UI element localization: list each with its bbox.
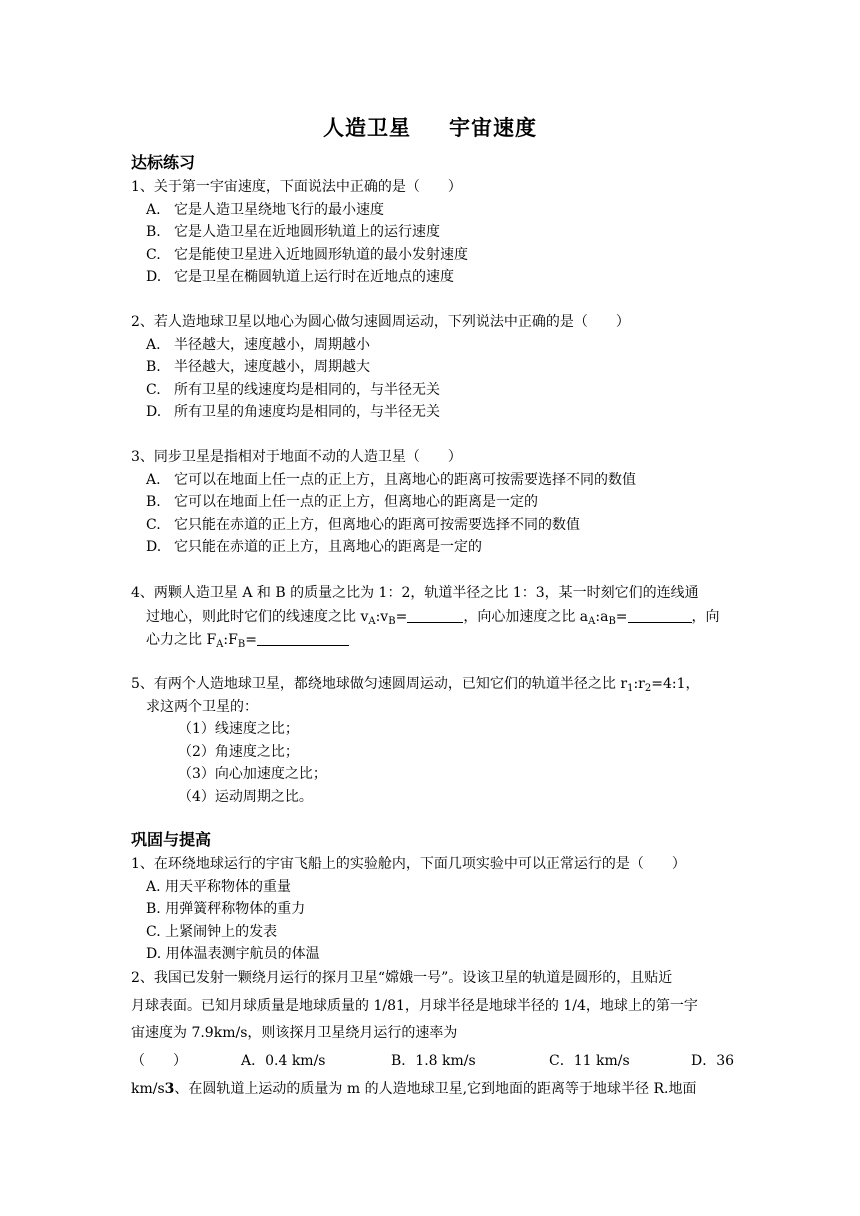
answer-blank-acceleration[interactable] bbox=[628, 608, 692, 623]
q1-option-a: A. 它是人造卫星绕地飞行的最小速度 bbox=[146, 202, 384, 218]
q3-option-d: D. 它只能在赤道的正上方，且离地心的距离是一定的 bbox=[146, 539, 482, 555]
p2-paren: （ ） bbox=[131, 1053, 187, 1069]
q1-option-b: B. 它是人造卫星在近地圆形轨道上的运行速度 bbox=[146, 224, 440, 240]
q1-option-d: D. 它是卫星在椭圆轨道上运行时在近地点的速度 bbox=[146, 269, 454, 285]
p1-option-a: A. 用天平称物体的重量 bbox=[146, 879, 292, 895]
p2-line-2: 月球表面。已知月球质量是地球质量的 1/81，月球半径是地球半径的 1/4，地球上的第一宇 bbox=[131, 998, 698, 1014]
p1-option-d: D. 用体温表测宇航员的体温 bbox=[146, 946, 320, 962]
p2-choice-d: D．36 bbox=[691, 1053, 735, 1069]
answer-blank-force[interactable] bbox=[257, 631, 349, 646]
p2-line-1: 2、我国已发射一颗绕月运行的探月卫星“嫦娥一号”。设该卫星的轨道是圆形的，且贴近 bbox=[131, 970, 673, 986]
p2-line-3: 宙速度为 7.9km/s，则该探月卫星绕月运行的速率为 bbox=[131, 1025, 458, 1041]
q5-item-3: （3）向心加速度之比； bbox=[178, 766, 327, 782]
p1-option-c: C. 上紧闹钟上的发表 bbox=[146, 924, 278, 940]
q5-item-2: （2）角速度之比； bbox=[178, 744, 299, 760]
answer-blank-velocity[interactable] bbox=[407, 608, 463, 623]
q5-item-1: （1）线速度之比； bbox=[178, 721, 299, 737]
p2-line-5: km/s3、在圆轨道上运动的质量为 m 的人造地球卫星,它到地面的距离等于地球半径 R.地面 bbox=[131, 1081, 697, 1097]
title-part-1: 人造卫星 bbox=[323, 116, 411, 140]
page-title bbox=[0, 112, 860, 142]
q2-stem: 2、若人造地球卫星以地心为圆心做匀速圆周运动，下列说法中正确的是（ ） bbox=[131, 314, 630, 330]
p1-option-b: B. 用弹簧秤称物体的重力 bbox=[146, 901, 306, 917]
q5-item-4: （4）运动周期之比。 bbox=[178, 789, 313, 805]
p2-choice-a: A．0.4 km/s bbox=[241, 1053, 326, 1069]
q3-option-a: A. 它可以在地面上任一点的正上方，且离地心的距离可按需要选择不同的数值 bbox=[146, 472, 636, 488]
section-heading-improve: 巩固与提高 bbox=[131, 830, 212, 849]
q2-option-d: D. 所有卫星的角速度均是相同的，与半径无关 bbox=[146, 404, 440, 420]
q3-option-c: C. 它只能在赤道的正上方，但离地心的距离可按需要选择不同的数值 bbox=[146, 517, 580, 533]
q2-option-c: C. 所有卫星的线速度均是相同的，与半径无关 bbox=[146, 382, 440, 398]
q5-line-2: 求这两个卫星的： bbox=[146, 699, 258, 715]
q5-line-1: 5、有两个人造地球卫星，都绕地球做匀速圆周运动，已知它们的轨道半径之比 $r_1:r_2=4:1$， bbox=[131, 676, 700, 694]
q3-option-b: B. 它可以在地面上任一点的正上方，但离地心的距离是一定的 bbox=[146, 494, 538, 510]
q4-line-2: 过地心，则此时它们的线速度之比 $v_A:v_B=$ ，向心加速度之比 $a_A:a_B=$ ，向 bbox=[146, 609, 720, 627]
section-heading-practice: 达标练习 bbox=[131, 153, 196, 172]
title-part-2: 宇宙速度 bbox=[449, 116, 537, 140]
p2-choice-c: C．11 km/s bbox=[549, 1053, 630, 1069]
q1-stem: 1、关于第一宇宙速度，下面说法中正确的是（ ） bbox=[131, 179, 462, 195]
q2-option-a: A. 半径越大，速度越小，周期越小 bbox=[146, 337, 370, 353]
q1-option-c: C. 它是能使卫星进入近地圆形轨道的最小发射速度 bbox=[146, 247, 468, 263]
q2-option-b: B. 半径越大，速度越小，周期越大 bbox=[146, 359, 370, 375]
q4-line-1: 4、两颗人造卫星 A 和 B 的质量之比为 1：2，轨道半径之比 1：3，某一时刻它们的连线通 bbox=[131, 585, 699, 601]
q4-line-3: 心力之比 $F_A:F_B=$ bbox=[146, 629, 349, 649]
p2-choice-b: B．1.8 km/s bbox=[391, 1053, 476, 1069]
p1-stem: 1、在环绕地球运行的宇宙飞船上的实验舱内，下面几项实验中可以正常运行的是（ ） bbox=[131, 856, 686, 872]
q3-stem: 3、同步卫星是指相对于地面不动的人造卫星（ ） bbox=[131, 449, 462, 465]
